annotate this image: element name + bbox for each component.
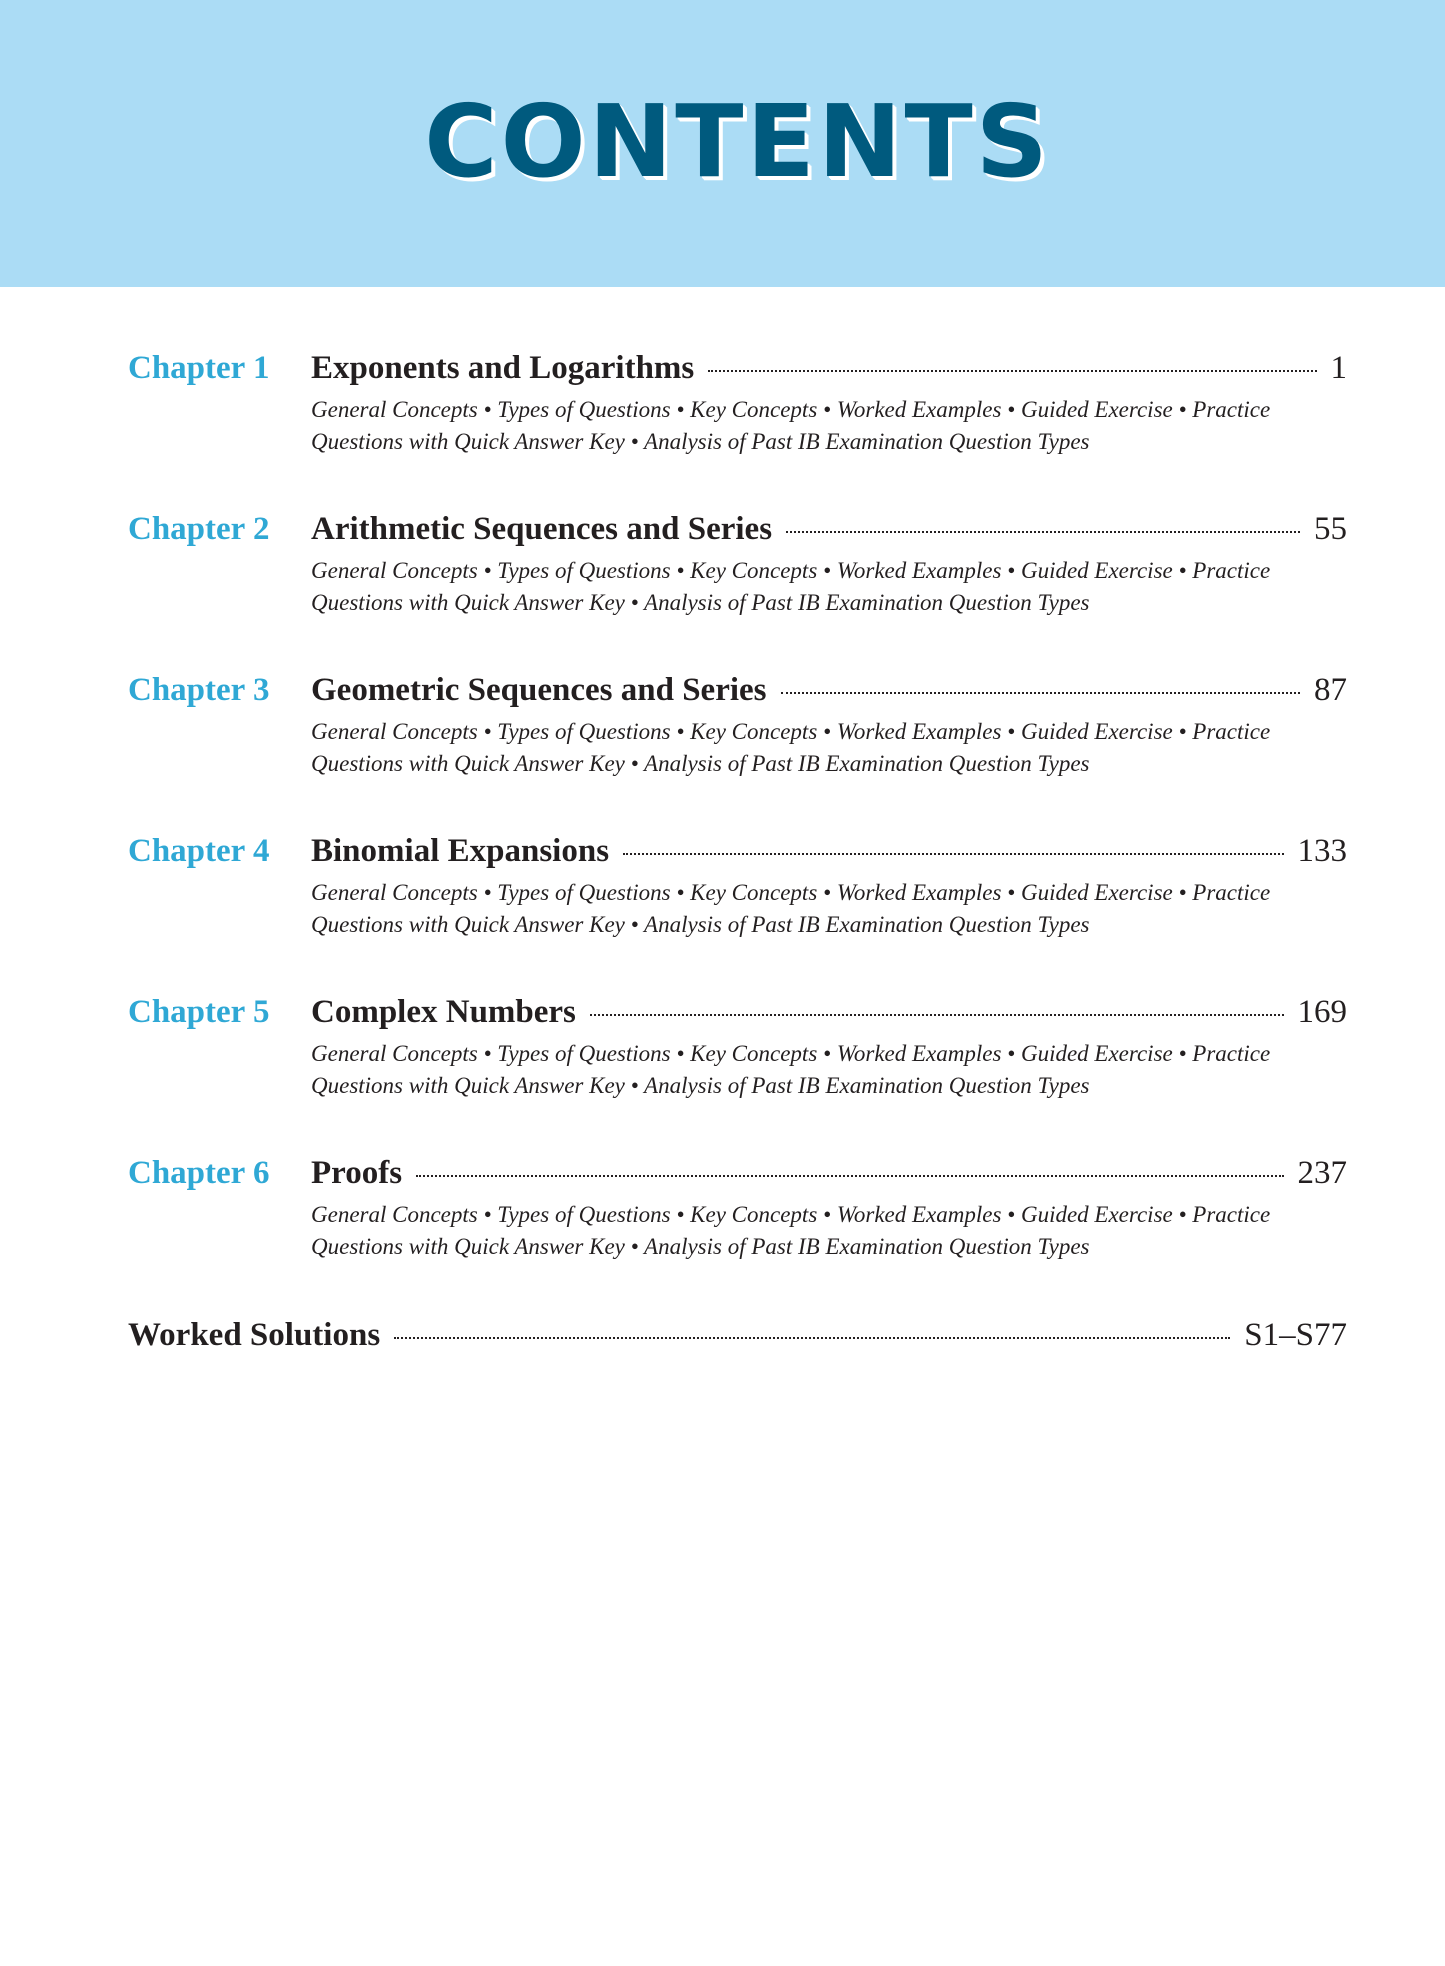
chapter-description	[311, 877, 1311, 941]
description-line: Questions with Quick Answer Key • Analysis of Past IB Examination Question Types	[311, 590, 1090, 615]
description-line: General Concepts • Types of Questions • Key Concepts • Worked Examples • Guided Exercise • Practice	[311, 719, 1271, 744]
page-number[interactable]: 1	[1330, 350, 1347, 386]
description-line: General Concepts • Types of Questions • Key Concepts • Worked Examples • Guided Exercise • Practice	[311, 558, 1271, 583]
chapter-line	[311, 670, 1347, 710]
page-number[interactable]: 55	[1314, 511, 1347, 547]
dot-leader	[623, 853, 1283, 855]
description-line: Questions with Quick Answer Key • Analysis of Past IB Examination Question Types	[311, 1234, 1090, 1259]
chapter-label: Chapter 2	[128, 511, 270, 547]
dot-leader	[590, 1014, 1284, 1016]
dot-leader	[708, 370, 1316, 372]
description-line: Questions with Quick Answer Key • Analysis of Past IB Examination Question Types	[311, 912, 1090, 937]
chapter-title[interactable]: Arithmetic Sequences and Series	[311, 511, 773, 547]
chapter-label: Chapter 1	[128, 350, 270, 386]
worked-solutions-title[interactable]: Worked Solutions	[128, 1317, 381, 1353]
description-line: Questions with Quick Answer Key • Analysis of Past IB Examination Question Types	[311, 1073, 1090, 1098]
chapter-label: Chapter 4	[128, 833, 270, 869]
chapter-line	[311, 348, 1347, 388]
chapter-label: Chapter 5	[128, 994, 270, 1030]
page-number[interactable]: S1–S77	[1244, 1317, 1347, 1353]
chapter-description	[311, 716, 1311, 780]
description-line: General Concepts • Types of Questions • Key Concepts • Worked Examples • Guided Exercise • Practice	[311, 1202, 1271, 1227]
page-number[interactable]: 133	[1297, 833, 1347, 869]
chapter-line	[311, 509, 1347, 549]
chapter-line	[311, 831, 1347, 871]
chapter-title[interactable]: Exponents and Logarithms	[311, 350, 695, 386]
description-line: General Concepts • Types of Questions • Key Concepts • Worked Examples • Guided Exercise • Practice	[311, 1041, 1271, 1066]
chapter-title[interactable]: Binomial Expansions	[311, 833, 610, 869]
chapter-title[interactable]: Geometric Sequences and Series	[311, 672, 767, 708]
description-line: Questions with Quick Answer Key • Analysis of Past IB Examination Question Types	[311, 751, 1090, 776]
dot-leader	[781, 692, 1300, 694]
chapter-label: Chapter 3	[128, 672, 270, 708]
dot-leader	[786, 531, 1300, 533]
chapter-description	[311, 555, 1311, 619]
page-number[interactable]: 169	[1297, 994, 1347, 1030]
chapter-label: Chapter 6	[128, 1155, 270, 1191]
chapter-title[interactable]: Proofs	[311, 1155, 403, 1191]
chapter-description	[311, 394, 1311, 458]
chapter-description	[311, 1038, 1311, 1102]
description-line: General Concepts • Types of Questions • Key Concepts • Worked Examples • Guided Exercise • Practice	[311, 397, 1271, 422]
page-title: CONTENTS	[424, 83, 1051, 200]
chapter-description	[311, 1199, 1311, 1263]
page-number[interactable]: 237	[1297, 1155, 1347, 1191]
description-line: General Concepts • Types of Questions • Key Concepts • Worked Examples • Guided Exercise • Practice	[311, 880, 1271, 905]
dot-leader	[394, 1337, 1230, 1339]
page-number[interactable]: 87	[1314, 672, 1347, 708]
dot-leader	[416, 1175, 1283, 1177]
chapter-title[interactable]: Complex Numbers	[311, 994, 576, 1030]
toc-entry-worked-solutions[interactable]	[128, 1315, 1347, 1355]
chapter-line	[311, 1153, 1347, 1193]
description-line: Questions with Quick Answer Key • Analysis of Past IB Examination Question Types	[311, 429, 1090, 454]
chapter-line	[311, 992, 1347, 1032]
